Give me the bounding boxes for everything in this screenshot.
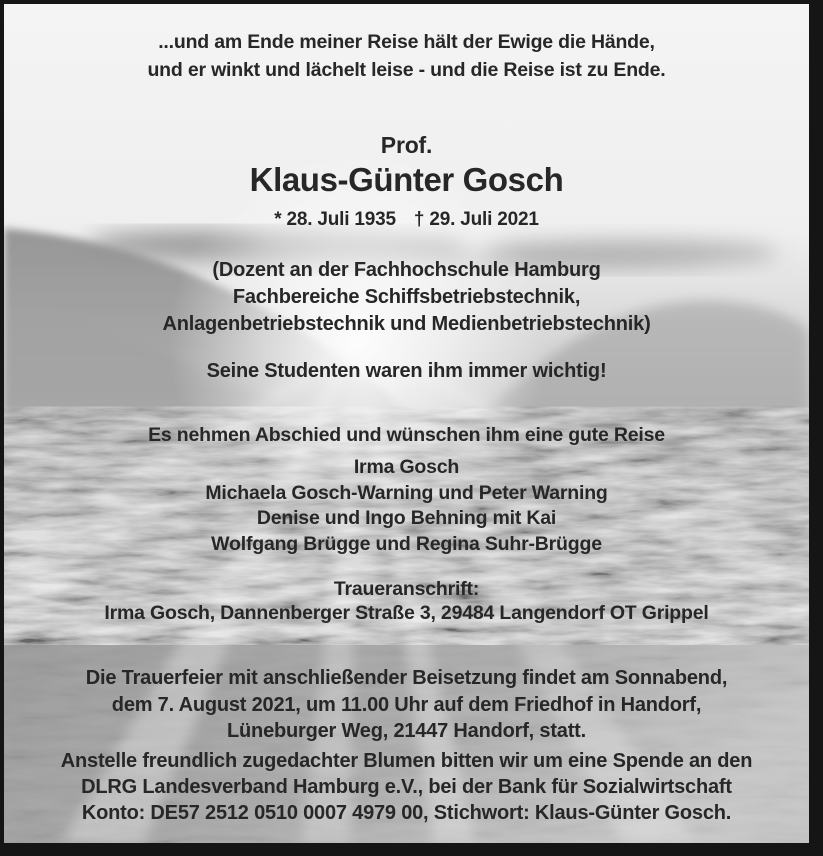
role-line-3: Anlagenbetriebstechnik und Medienbetriebstechnik) [162,313,651,335]
funeral-line-2: dem 7. August 2021, um 11.00 Uhr auf dem Friedhof in Handorf, [111,693,702,716]
deceased-name: Klaus-Günter Gosch [249,161,564,198]
role-line-2: Fachbereiche Schiffsbetriebstechnik, [232,286,581,308]
quote-block [4,28,809,84]
seascape-photo [4,4,809,843]
life-dates [4,207,809,233]
funeral-paragraph [4,665,809,745]
mourner-list [4,455,809,557]
students-line: Seine Studenten waren ihm immer wichtig! [206,360,607,382]
mourner-name: Irma Gosch [353,456,460,478]
death-date: † 29. Juli 2021 [413,209,539,230]
address-line: Irma Gosch, Dannenberger Straße 3, 29484 Langendorf OT Grippel [104,601,709,624]
donation-line-1: Anstelle freundlich zugedachter Blumen bitten wir um eine Spende an den [60,750,753,772]
donation-line-2: DLRG Landesverband Hamburg e.V., bei der Bank für Sozialwirtschaft [81,776,732,798]
funeral-line-3: Lüneburger Weg, 21447 Handorf, statt. [227,720,586,742]
mourner-name: Denise und Ingo Behning mit Kai [256,507,557,529]
quote-line-2: und er winkt und lächelt leise - und die Reise ist zu Ende. [147,59,666,81]
funeral-line-1: Die Trauerfeier mit anschließender Beisetzung findet am Sonnabend, [85,667,728,689]
deceased-title: Prof. [380,132,433,158]
address-label: Traueranschrift: [333,578,480,600]
farewell-intro: Es nehmen Abschied und wünschen ihm eine gute Reise [148,424,665,446]
birth-date: * 28. Juli 1935 [274,209,396,230]
role-paragraph [4,257,809,338]
mourner-name: Wolfgang Brügge und Regina Suhr-Brügge [211,532,602,555]
mourning-address-block [4,578,809,625]
role-line-1: (Dozent an der Fachhochschule Hamburg [212,259,601,281]
quote-line-1: ...und am Ende meiner Reise hält der Ewige die Hände, [158,31,655,53]
mourner-name: Michaela Gosch-Warning und Peter Warning [205,481,608,504]
donation-paragraph [4,748,809,826]
donation-line-3: Konto: DE57 2512 0510 0007 4979 00, Stichwort: Klaus-Günter Gosch. [81,802,732,824]
